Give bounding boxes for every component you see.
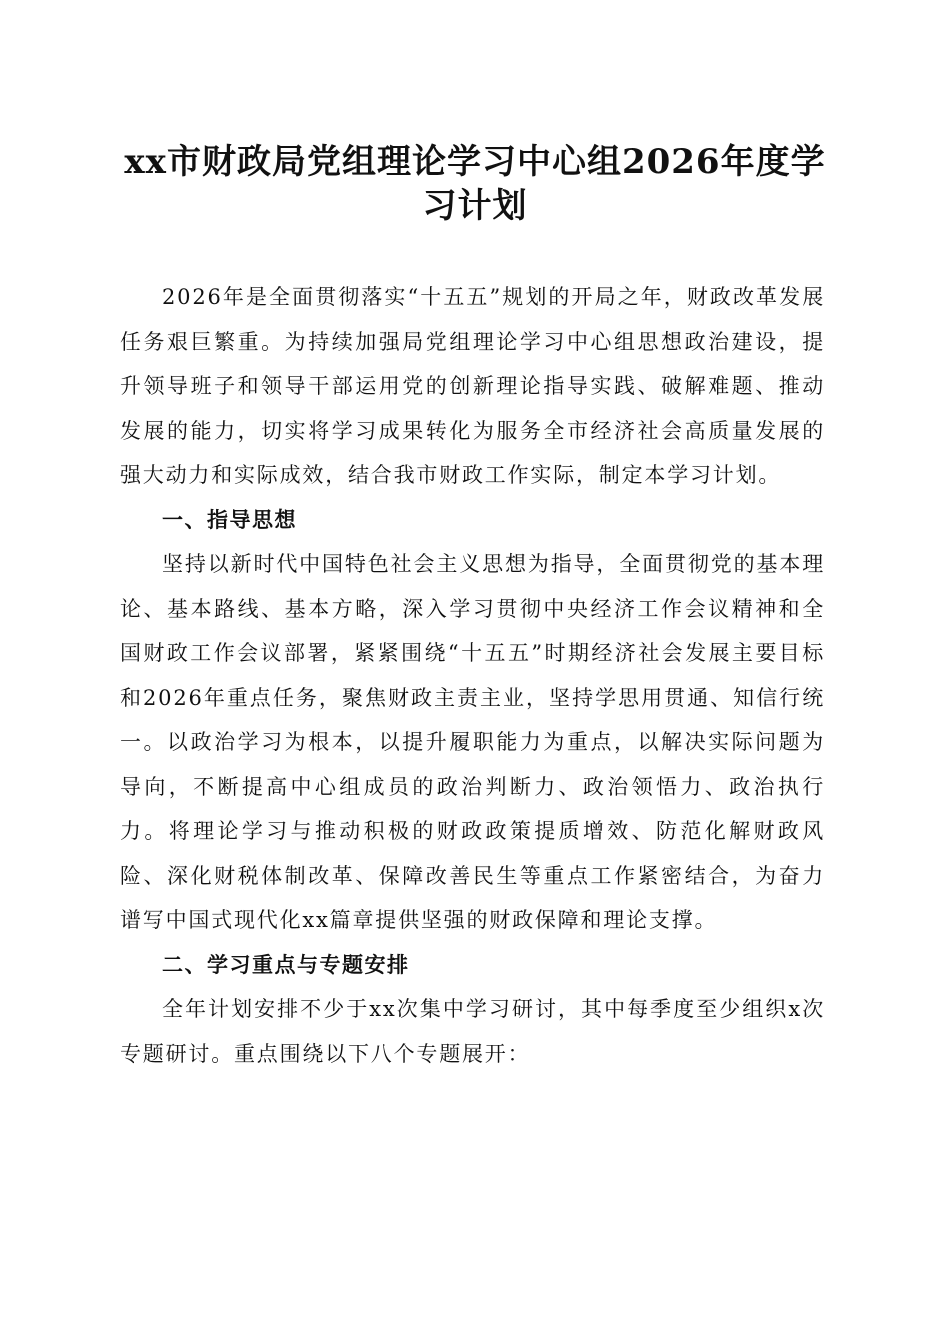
section-body-guiding-thought: 坚持以新时代中国特色社会主义思想为指导，全面贯彻党的基本理论、基本路线、基本方略，深入学习贯彻中央经济工作会议精神和全国财政工作会议部署，紧紧围绕“十五五”时期经济社会发展主要目标和2026年重点任务，聚焦财政主责主业，坚持学思用贯通、知信行统一。以政治学习为根本，以提升履职能力为重点，以解决实际问题为导向，不断提高中心组成员的政治判断力、政治领悟力、政治执行力。将理论学习与推动积极的财政政策提质增效、防范化解财政风险、深化财税体制改革、保障改善民生等重点工作紧密结合，为奋力谱写中国式现代化xx篇章提供坚强的财政保障和理论支撑。 bbox=[120, 552, 825, 932]
document-title: xx市财政局党组理论学习中心组2026年度学习计划 bbox=[124, 142, 826, 226]
document-body bbox=[120, 275, 825, 1076]
section-body-study-focus: 全年计划安排不少于xx次集中学习研讨，其中每季度至少组织x次专题研讨。重点围绕以下八个专题展开： bbox=[120, 997, 825, 1066]
section-heading-study-focus: 二、学习重点与专题安排 bbox=[162, 952, 410, 977]
section-heading-guiding-thought: 一、指导思想 bbox=[162, 507, 297, 532]
intro-paragraph: 2026年是全面贯彻落实“十五五”规划的开局之年，财政改革发展任务艰巨繁重。为持续加强局党组理论学习中心组思想政治建设，提升领导班子和领导干部运用党的创新理论指导实践、破解难题、推动发展的能力，切实将学习成果转化为服务全市经济社会高质量发展的强大动力和实际成效，结合我市财政工作实际，制定本学习计划。 bbox=[120, 285, 825, 487]
